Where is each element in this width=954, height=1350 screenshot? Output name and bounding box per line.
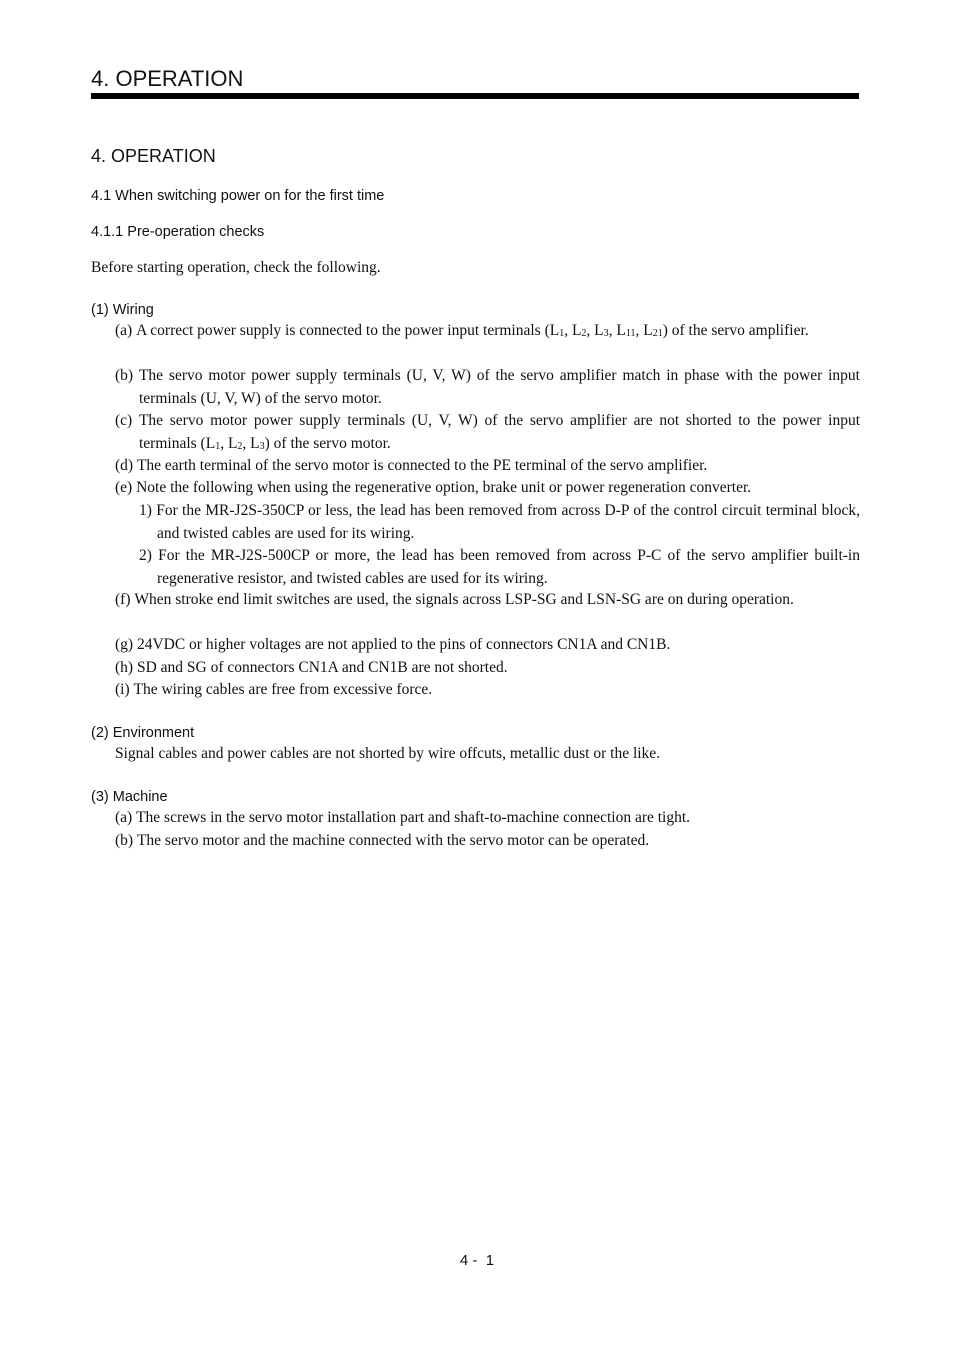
wiring-item-e: (e) Note the following when using the regenerative option, brake unit or power regeneration converter. [115,479,752,496]
wiring-item-c: (c) The servo motor power supply terminals (U, V, W) of the servo amplifier are not shorted to the power input terminals ($L_1$, $L_2$, $L_3$) of the servo motor. [115,412,861,452]
wiring-item-a: (a) A correct power supply is connected to the power input terminals ($L_1$, $L_2$, $L_3$, $L_{11}$, $L_{21}$) of the servo amplifier. [115,322,809,339]
page-number: 4 - 1 [459,1252,495,1269]
wiring-item-h: (h) SD and SG of connectors CN1A and CN1B are not shorted. [115,659,508,676]
wiring-item-b: (b) The servo motor power supply terminals (U, V, W) of the servo amplifier match in phase with the power input terminals (U, V, W) of the servo motor. [115,367,860,407]
section-heading: 4.1 When switching power on for the first time [91,188,385,204]
item-label: (a) [115,322,133,339]
intro-text: Before starting operation, check the following. [91,259,381,276]
wiring-item-d: (d) The earth terminal of the servo motor is connected to the PE terminal of the servo amplifier. [115,457,708,474]
wiring-item-f: (f) When stroke end limit switches are used, the signals across LSP-SG and LSN-SG are on during operation. [115,591,794,608]
wiring-item-e-sub-2: 2) For the MR-J2S-500CP or more, the lead has been removed from across P-C of the servo amplifier built-in regenerative resistor, and twisted cables are used for its wiring. [139,547,860,587]
header-rule [91,93,859,99]
machine-title: (3) Machine [91,789,168,805]
header-title: 4. OPERATION [91,66,244,91]
chapter-title: 4. OPERATION [91,146,216,166]
wiring-item-e-sub-1: 1) For the MR-J2S-350CP or less, the lead has been removed from across D-P of the control circuit terminal block, and twisted cables are used for its wiring. [139,502,860,542]
wiring-title: (1) Wiring [91,302,154,318]
machine-item-b: (b) The servo motor and the machine connected with the servo motor can be operated. [115,832,650,849]
wiring-item-g: (g) 24VDC or higher voltages are not applied to the pins of connectors CN1A and CN1B. [115,636,671,653]
machine-item-a: (a) The screws in the servo motor installation part and shaft-to-machine connection are tight. [115,809,691,826]
environment-text: Signal cables and power cables are not shorted by wire offcuts, metallic dust or the like. [115,745,661,762]
environment-title: (2) Environment [91,725,195,741]
wiring-item-i: (i) The wiring cables are free from excessive force. [115,681,433,698]
subsection-heading: 4.1.1 Pre-operation checks [91,224,265,240]
